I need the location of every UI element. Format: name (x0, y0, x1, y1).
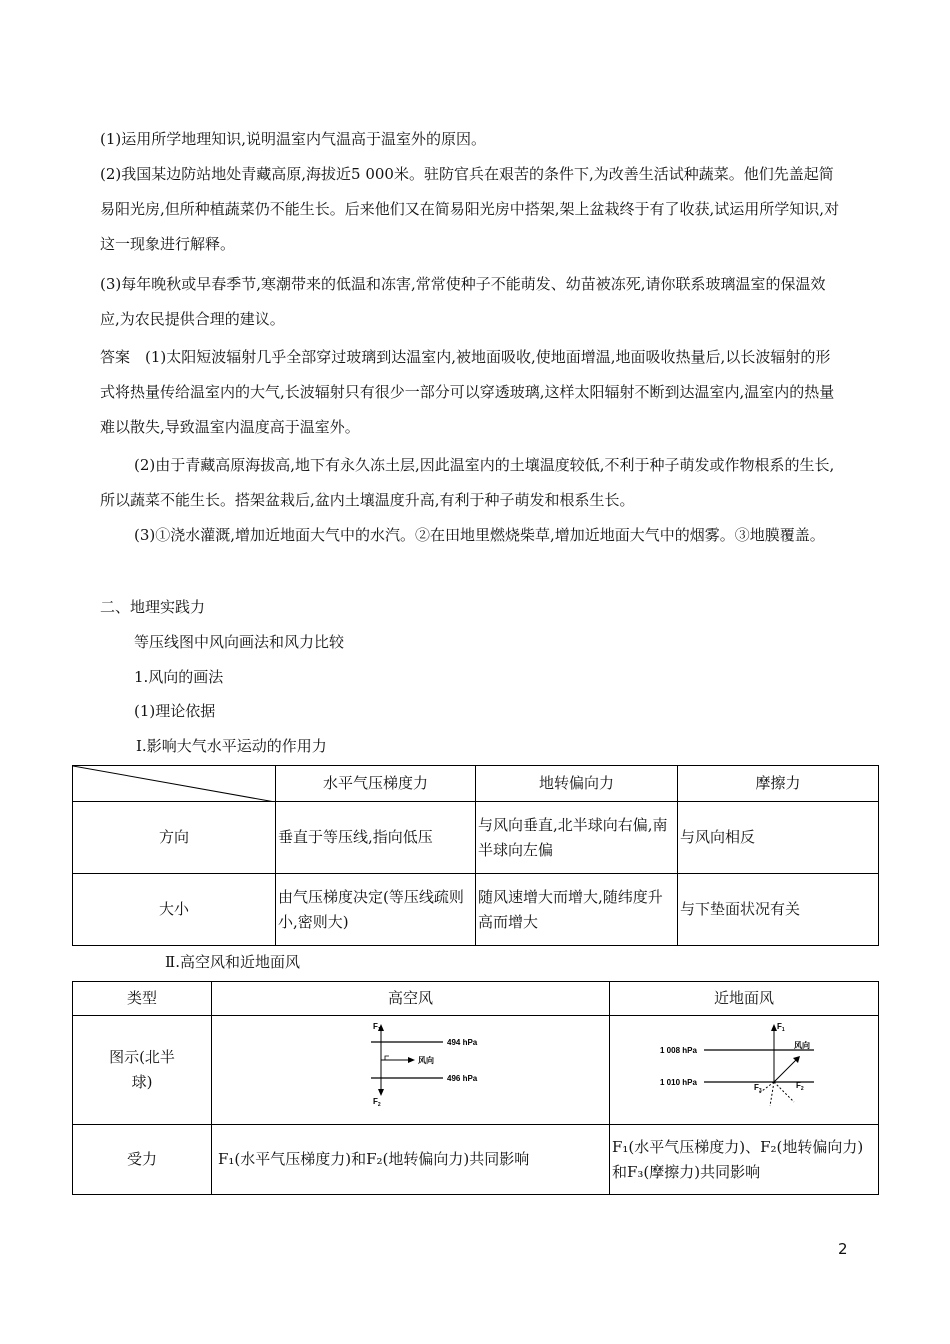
cell-magnitude-coriolis: 随风速增大而增大,随纬度升高而增大 (476, 874, 678, 946)
f3-label: $F_3$ (754, 1083, 762, 1094)
f2-arrow (774, 1082, 794, 1102)
cell-high-figure (212, 1016, 610, 1125)
heading-high-low-wind: Ⅱ.高空风和近地面风 (165, 953, 300, 971)
f1-label: $F_1$ (777, 1022, 785, 1033)
section-title: 二、地理实践力 (100, 598, 206, 616)
wind-label: 风向 (417, 1056, 434, 1065)
pressure-1010-label: 1 010 hPa (660, 1078, 697, 1087)
header-high-altitude: 高空风 (212, 982, 610, 1016)
right-angle-mark (385, 1056, 389, 1060)
table-row (73, 1016, 879, 1125)
cell-high-force: F₁(水平气压梯度力)和F₂(地转偏向力)共同影响 (212, 1125, 610, 1195)
pressure-1008-label: 1 008 hPa (660, 1046, 697, 1055)
row-label-force: 受力 (73, 1125, 212, 1195)
table-row (73, 874, 879, 946)
cell-magnitude-friction: 与下垫面状况有关 (678, 874, 879, 946)
cell-direction-pressure: 垂直于等压线,指向低压 (276, 802, 476, 874)
near-ground-wind-diagram (644, 1020, 844, 1120)
section-subtitle: 等压线图中风向画法和风力比较 (134, 633, 345, 651)
heading-wind-direction: 1.风向的画法 (134, 668, 224, 686)
wind-arrowhead (408, 1057, 415, 1063)
diagonal-line (73, 766, 275, 802)
page-number: 2 (838, 1240, 848, 1258)
wind-table (72, 981, 879, 1195)
f2-label: $F_2$ (796, 1081, 804, 1092)
f1-label: $F_1$ (372, 1022, 381, 1033)
answer-3: (3)①浇水灌溉,增加近地面大气中的水汽。②在田地里燃烧柴草,增加近地面大气中的烟雾。③地膜覆盖。 (134, 526, 825, 544)
question-1: (1)运用所学地理知识,说明温室内气温高于温室外的原因。 (100, 130, 487, 148)
question-3: (3)每年晚秋或早春季节,寒潮带来的低温和冻害,常常使种子不能萌发、幼苗被冻死,请你联系玻璃温室的保温效应,为农民提供合理的建议。 (100, 275, 826, 328)
table-row (73, 802, 879, 874)
forces-table (72, 765, 879, 946)
pressure-494-label: 494 hPa (446, 1038, 477, 1047)
header-friction: 摩擦力 (678, 766, 879, 802)
row-label-magnitude: 大小 (73, 874, 276, 946)
answer-1: 答案 (1)太阳短波辐射几乎全部穿过玻璃到达温室内,被地面吸收,使地面增温,地面吸收热量后,以长波辐射的形式将热量传给温室内的大气,长波辐射只有很少一部分可以穿透玻璃,这样太阳辐射不断到达温室内,温室内的热量难以散失,导致温室内温度高于温室外。 (100, 348, 835, 436)
row-label-figure: 图示(北半球) (73, 1016, 212, 1125)
heading-theory: (1)理论依据 (134, 702, 216, 720)
high-altitude-wind-diagram (311, 1020, 511, 1120)
answer-2: (2)由于青藏高原海拔高,地下有永久冻土层,因此温室内的土壤温度较低,不利于种子萌发或作物根系的生长,所以蔬菜不能生长。搭架盆栽后,盆内土壤温度升高,有利于种子萌发和根系生长。 (100, 456, 835, 509)
cell-direction-coriolis: 与风向垂直,北半球向右偏,南半球向左偏 (476, 802, 678, 874)
wind-arrow (774, 1060, 796, 1082)
pressure-496-label: 496 hPa (446, 1074, 477, 1083)
question-2: (2)我国某边防站地处青藏高原,海拔近5 000米。驻防官兵在艰苦的条件下,为改善生活试种蔬菜。他们先盖起简易阳光房,但所种植蔬菜仍不能生长。后来他们又在简易阳光房中搭架,架上盆栽终于有了收获,试运用所学知识,对这一现象进行解释。 (100, 165, 840, 253)
cell-low-figure (610, 1016, 879, 1125)
header-near-ground: 近地面风 (610, 982, 879, 1016)
f2-label: $F_2$ (372, 1097, 381, 1108)
header-pressure-gradient: 水平气压梯度力 (276, 766, 476, 802)
header-coriolis: 地转偏向力 (476, 766, 678, 802)
table-row (73, 1125, 879, 1195)
diagonal-header-cell (73, 766, 276, 802)
header-type: 类型 (73, 982, 212, 1016)
wind-label: 风向 (794, 1041, 810, 1050)
cell-direction-friction: 与风向相反 (678, 802, 879, 874)
f2-dashed-line (770, 1082, 774, 1106)
heading-forces: Ⅰ.影响大气水平运动的作用力 (136, 737, 327, 755)
cell-low-force: F₁(水平气压梯度力)、F₂(地转偏向力)和F₃(摩擦力)共同影响 (610, 1125, 879, 1195)
row-label-direction: 方向 (73, 802, 276, 874)
f2-arrowhead (378, 1089, 384, 1096)
cell-magnitude-pressure: 由气压梯度决定(等压线疏则小,密则大) (276, 874, 476, 946)
